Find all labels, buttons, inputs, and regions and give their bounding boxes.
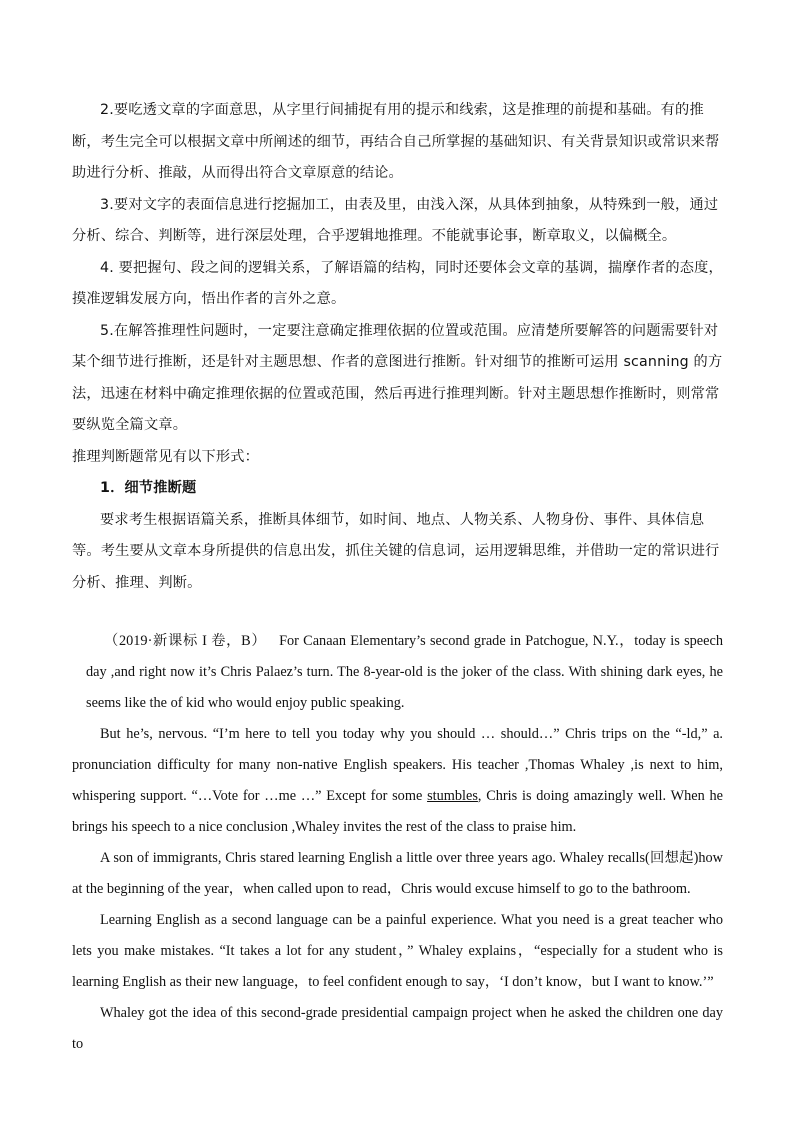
passage-paragraph-2 <box>72 719 723 843</box>
passage-paragraph-1 <box>86 626 723 719</box>
passage-paragraph-4: Learning English as a second language can be a painful experience. What you need is a great teacher who lets you make mistakes. “It takes a lot for any student，” Whaley explains，“especially for a student who is learning English as their new language，to feel confident enough to say，‘I don’t know，but I want to know.’” <box>72 912 723 990</box>
passage-paragraph-5: Whaley got the idea of this second-grade presidential campaign project when he asked the children one day to <box>72 1005 723 1052</box>
reading-passage <box>72 626 723 1060</box>
passage-paragraph-2-text-b: , Chris is doing amazingly well. When he brings his speech to a nice conclusion ,Whaley invites the rest of the class to praise him. <box>72 788 723 835</box>
section-body: 要求考生根据语篇关系，推断具体细节，如时间、地点、人物关系、人物身份、事件、具体信息等。考生要从文章本身所提供的信息出发，抓住关键的信息词，运用逻辑思维，并借助一定的常识进行分析、推理、判断。 <box>72 511 720 591</box>
method-point-3: 3.要对文字的表面信息进行挖掘加工，由表及里，由浅入深，从具体到抽象，从特殊到一般，通过分析、综合、判断等，进行深层处理，合乎逻辑地推理。不能就事论事，断章取义，以偏概全。 <box>72 196 719 244</box>
method-point-4: 4. 要把握句、段之间的逻辑关系，了解语篇的结构，同时还要体会文章的基调，揣摩作者的态度，摸准逻辑发展方向，悟出作者的言外之意。 <box>72 259 723 307</box>
passage-source: （2019·新课标 I 卷，B） <box>104 633 267 649</box>
underlined-word: stumbles <box>427 788 478 804</box>
method-point-2: 2.要吃透文章的字面意思，从字里行间捕捉有用的提示和线索，这是推理的前提和基础。有的推断，考生完全可以根据文章中所阐述的细节，再结合自己所掌握的基础知识、有关背景知识或常识来帮助进行分析、推敲，从而得出符合文章原意的结论。 <box>72 102 720 181</box>
passage-paragraph-1-text: For Canaan Elementary’s second grade in Patchogue, N.Y.，today is speech day ,and right now it’s Chris Palaez’s turn. The 8-year-old is the joker of the class. With shining dark eyes, he seems like the of kid who would enjoy public speaking. <box>86 633 723 711</box>
method-point-5: 5.在解答推理性问题时，一定要注意确定推理依据的位置或范围。应清楚所要解答的问题需要针对某个细节进行推断，还是针对主题思想、作者的意图进行推断。针对细节的推断可运用 scanning 的方法，迅速在材料中确定推理依据的位置或范围，然后再进行推理判断。针对主题思想作推断时，则常常要纵览全篇文章。 <box>72 322 723 433</box>
forms-intro: 推理判断题常见有以下形式： <box>72 448 260 465</box>
passage-paragraph-2-text-a: But he’s, nervous. “I’m here to tell you today why you should … should…” Chris trips on the “-ld,” a. pronunciation difficulty for many non-native English speakers. His teacher ,Thomas Whaley ,is next to him, whispering support. “…Vote for …me …” Except for some <box>72 726 723 804</box>
section-heading: 1．细节推断题 <box>100 480 197 496</box>
passage-paragraph-3: A son of immigrants, Chris stared learning English a little over three years ago. Whaley recalls(回想起)how at the beginning of the year，when called upon to read，Chris would excuse himself to go to the bathroom. <box>72 850 723 897</box>
method-section <box>72 95 724 599</box>
